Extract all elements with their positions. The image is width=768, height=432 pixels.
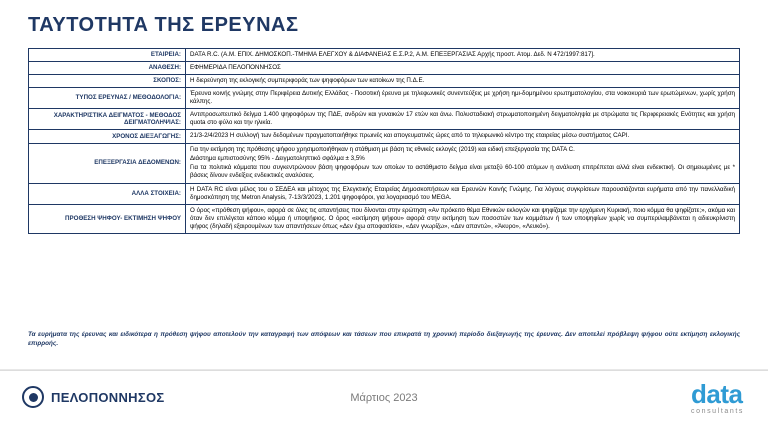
row-label: ΣΚΟΠΟΣ: (29, 75, 186, 88)
survey-identity-table (28, 48, 740, 234)
row-value: Η DATA RC είναι μέλος του ο ΣΕΔΕΑ και μέτοχος της Ελεγκτικής Εταιρείας Δημοσκοπήσεων και Ερευνών Κοινής Γνώμης. Για λόγους συγκρίσεων παρουσιάζονται ευρήματα από την πανελλαδική δημοσκόπηση της Metron Analysis, 7-13/3/2023, 1.201 ψηφοφόροι, για λογαριασμό του MEGA. (186, 183, 740, 204)
row-label: ΕΤΑΙΡΕΙΑ: (29, 49, 186, 62)
row-value-line: Διάστημα εμπιστοσύνης 95% - Δειγματοληπτικό σφάλμα ± 3,5% (190, 154, 365, 162)
row-value-line: Για την εκτίμηση της πρόθεσης ψήφου χρησιμοποιήθηκαν η στάθμιση με βάση τις εθνικές εκλογές (2019) και ειδική επεξεργασία της DATA C. (190, 145, 575, 153)
table-row (29, 75, 740, 88)
table-row (29, 143, 740, 183)
data-consultants-logo (690, 379, 744, 415)
row-value: Ο όρος «πρόθεση ψήφου», αφορά σε όλες τις απαντήσεις που δίνονται στην ερώτηση «Αν πρόκειτο θέμα Εθνικών εκλογών και ψηφίζαμε την ερχόμενη Κυριακή, ποιο κόμμα θα ψηφίζατε;», ακόμα και όταν δεν επιλέγεται κάποιο κόμμα ή υποψήφιος. Ο όρος «εκτίμηση ψήφου» αφορά στην εκτίμηση των ποσοστών των κομμάτων ή των υποψηφίων χωρίς να συμπεριλαμβάνεται η αδιευκρίνιστη ψήφος (δηλαδή εξαιρουμένων των απαντήσεων όπως «Δεν έχω αποφασίσει», «Δεν γνωρίζω», «Δεν απαντώ», «Άκυρο», «Λευκό»). (186, 204, 740, 233)
row-value: Η διερεύνηση της εκλογικής συμπεριφοράς των ψηφοφόρων των κατοίκων της Π.Δ.Ε. (186, 75, 740, 88)
peloponnisos-logo-text: ΠΕΛΟΠΟΝΝΗΣΟΣ (51, 389, 165, 405)
row-value: Έρευνα κοινής γνώμης στην Περιφέρεια Δυτικής Ελλάδας - Ποσοτική έρευνα με τηλεφωνικές συνεντεύξεις με χρήση ημι-δομημένου ερωτηματολογίου, στα νοικοκυριά των ερωτώμενων, χωρίς χρήση κάλπης. (186, 88, 740, 109)
page-title: ΤΑΥΤΟΤΗΤΑ ΤΗΣ ΕΡΕΥΝΑΣ (28, 14, 299, 36)
row-value (186, 143, 740, 183)
slide-footer (0, 369, 768, 432)
table-row (29, 183, 740, 204)
table-row (29, 88, 740, 109)
disclaimer-note: Τα ευρήματα της έρευνας και ειδικότερα η πρόθεση ψήφου αποτελούν την καταγραφή των απόψεων και τάσεων που επικρατά τη χρονική περίοδο διεξαγωγής της έρευνας. Δεν αποτελεί πρόβλεψη ψήφου ούτε εκτίμηση εκλογικής επιρροής. (28, 331, 740, 348)
table-row (29, 109, 740, 130)
row-label: ΧΑΡΑΚΤΗΡΙΣΤΙΚΑ ΔΕΙΓΜΑΤΟΣ - ΜΕΘΟΔΟΣ ΔΕΙΓΜΑΤΟΛΗΨΙΑΣ: (29, 109, 186, 130)
row-label: ΤΥΠΟΣ ΕΡΕΥΝΑΣ / ΜΕΘΟΔΟΛΟΓΙΑ: (29, 88, 186, 109)
row-label: ΠΡΟΘΕΣΗ ΨΗΦΟΥ- ΕΚΤΙΜΗΣΗ ΨΗΦΟΥ (29, 204, 186, 233)
row-label: ΑΝΑΘΕΣΗ: (29, 62, 186, 75)
row-label: ΕΠΕΞΕΡΓΑΣΙΑ ΔΕΔΟΜΕΝΩΝ: (29, 143, 186, 183)
row-label: ΧΡΟΝΟΣ ΔΙΕΞΑΓΩΓΗΣ: (29, 130, 186, 143)
slide-date: Μάρτιος 2023 (350, 392, 418, 404)
row-label: ΑΛΛΑ ΣΤΟΙΧΕΙΑ: (29, 183, 186, 204)
data-logo-subtext: consultants (690, 407, 744, 415)
row-value: DATA R.C. (Α.Μ. ΕΠΙΧ. ΔΗΜΟΣΚΟΠ.-ΤΜΗΜΑ ΕΛΕΓΧΟΥ & ΔΙΑΦΑΝΕΙΑΣ Ε.Σ.Ρ.2, Α.Μ. ΕΠΕΞΕΡΓΑΣΙΑΣ Αρχής προστ. Ατομ. Δεδ. Ν 472/1997:817]. (186, 49, 740, 62)
table-row (29, 130, 740, 143)
row-value: 21/3-2/4/2023 Η συλλογή των δεδομένων πραγματοποιήθηκε πρωινές και απογευματινές ώρες από το τηλεφωνικό κέντρο της εταιρείας μέσω συστήματος CAPI. (186, 130, 740, 143)
row-value-line: Για τα πολιτικά κόμματα που συγκεντρώνουν βάση ψηφοφόρων των οποίων το αστάθμιστο δείγμα είναι μεταξύ 60-100 ατόμων η ανάλυση επιτρέπεται αλλά είναι ενδεικτική. Οι σημειωμένες με * βάσεις δίνουν ενδείξεις ενδεικτικές αναλύσεις. (190, 163, 735, 179)
table-row (29, 204, 740, 233)
row-value: Αντιπροσωπευτικό δείγμα 1.400 ψηφοφόρων της ΠΔΕ, ανδρών και γυναικών 17 ετών και άνω. Πολυσταδιακή στρωματοποιημένη δειγματοληψία με στρώματα τις Περιφερειακές Ενότητες και χρήση quota στο φύλο και την ηλικία. (186, 109, 740, 130)
footer-divider (0, 370, 768, 371)
row-value: ΕΦΗΜΕΡΙΔΑ ΠΕΛΟΠΟΝΝΗΣΟΣ (186, 62, 740, 75)
table-row (29, 49, 740, 62)
data-logo-text: data (690, 379, 743, 409)
table-row (29, 62, 740, 75)
